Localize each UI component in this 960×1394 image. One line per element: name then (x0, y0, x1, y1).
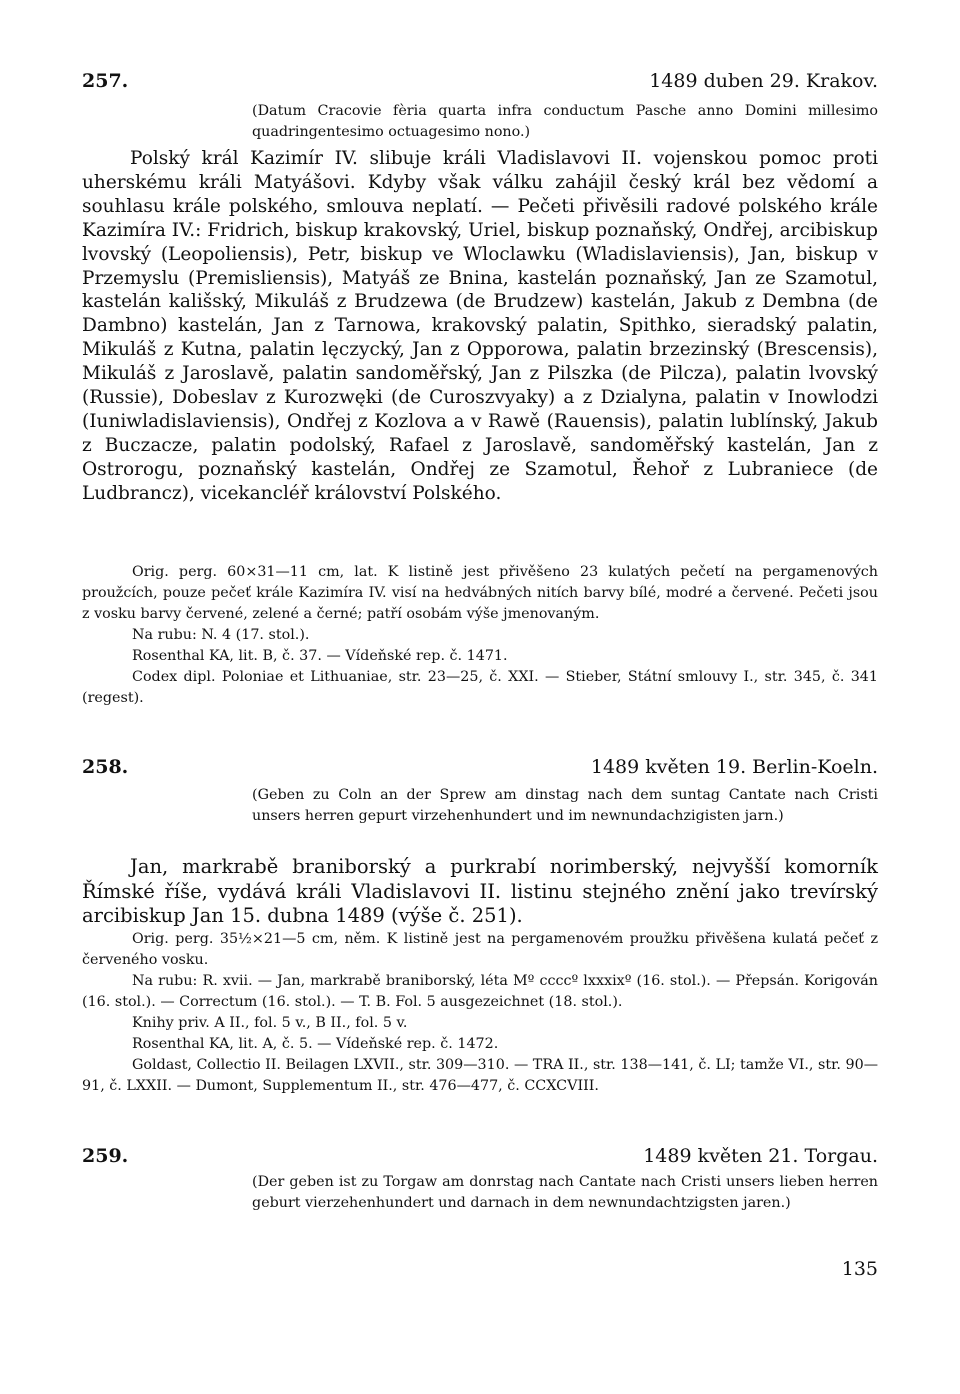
entry-number: 257. (82, 70, 129, 92)
note-literature: Codex dipl. Poloniae et Lithuaniae, str. 23—25, č. XXI. — Stieber, Státní smlouvy I., str. 345, č. 341 (regest). (82, 669, 878, 706)
entry-number: 259. (82, 1145, 129, 1167)
entry-258-heading (82, 756, 878, 786)
entry-date-place: 1489 duben 29. Krakov. (649, 70, 878, 92)
note-copybooks: Knihy priv. A II., fol. 5 v., B II., fol. 5 v. (132, 1015, 408, 1031)
entry-259-dating-clause: (Der geben ist zu Torgaw am donrstag nach Cantate nach Cristi unsers lieben herren geburt vierzehenhundert und darnach in dem newnundachtzigsten jaren.) (252, 1174, 878, 1211)
entry-259-heading (82, 1145, 878, 1175)
entry-258-notes (82, 929, 878, 1097)
note-verso: Na rubu: R. xvii. — Jan, markrabě braniborský, léta Mº ccccº lxxxixº (16. stol.). — Přepsán. Korigován (16. stol.). — Correctum (16. stol.). — T. B. Fol. 5 ausgezeichnet (18. stol.). (82, 973, 878, 1010)
note-literature: Goldast, Collectio II. Beilagen LXVII., str. 309—310. — TRA II., str. 138—141, č. LI; tamže VI., str. 90—91, č. LXXII. — Dumont, Supplementum II., str. 476—477, č. CCXCVIII. (82, 1057, 878, 1094)
entry-257-heading (82, 70, 878, 100)
entry-date-place: 1489 květen 19. Berlin-Koeln. (590, 756, 878, 778)
entry-257-notes (82, 562, 878, 709)
entry-date-place: 1489 květen 21. Torgau. (643, 1145, 878, 1167)
entry-258-dating-clause: (Geben zu Coln an der Sprew am dinstag nach dem suntag Cantate nach Cristi unsers herren gepurt virzehenhundert und im newnundachzigisten jarn.) (252, 787, 878, 824)
entry-257-dating-clause: (Datum Cracovie fèria quarta infra conductum Pasche anno Domini millesimo quadringentesimo octuagesimo nono.) (252, 103, 878, 140)
page-number: 135 (841, 1258, 878, 1280)
note-verso: Na rubu: N. 4 (17. stol.). (132, 627, 310, 643)
note-archive: Rosenthal KA, lit. A, č. 5. — Vídeňské rep. č. 1472. (132, 1036, 499, 1052)
entry-258-regest: Jan, markrabě braniborský a purkrabí norimberský, nejvyšší komorník Římské říše, vydává králi Vladislavovi II. listinu stejného znění jako trevírský arcibiskup Jan 15. dubna 1489 (výše č. 251). (82, 855, 878, 927)
entry-257-regest: Polský král Kazimír IV. slibuje králi Vladislavovi II. vojenskou pomoc proti uherskému králi Matyášovi. Kdyby však válku zahájil český král bez vědomí a souhlasu krále polského, smlouva neplatí. — Pečeti přivěsili radové polského krále Kazimíra IV.: Fridrich, biskup krakovský, Uriel, biskup poznaňský, Ondřej, arcibiskup lvovský (Leopoliensis), Petr, biskup ve Wloclawku (Wladislaviensis), Jan, biskup v Przemyslu (Premisliensis), Matyáš ze Bnina, kastelán poznaňský, Jan ze Szamotul, kastelán kališský, Mikuláš z Brudzewa (de Brudzew) kastelán, Jakub z Dembna (de Dambno) kastelán, Jan z Tarnowa, krakovský palatin, Spithko, sieradský palatin, Mikuláš z Kutna, palatin lęczycký, Jan z Opporowa, palatin brzezinský (Brescensis), Mikuláš z Jaroslavě, palatin sandoměřský, Jan z Pilszka (de Pilcza), palatin lvovský (Russie), Dobeslav z Kurozwęki (de Curoszvyaky) a z Dzialyna, palatin v Inowlodzi (Iuniwladislaviensis), Ondřej z Kozlova a v Rawě (Rauensis), palatin lublínský, Jakub z Buczacze, palatin podolský, Rafael z Jaroslavě, sandoměřský kastelán, Jan z Ostrorogu, poznaňský kastelán, Ondřej ze Szamotul, Řehoř z Lubraniece (de Ludbrancz), vicekancléř království Polského. (82, 148, 878, 504)
note-original: Orig. perg. 60×31—11 cm, lat. K listině jest přivěšeno 23 kulatých pečetí na pergamenových proužcích, pouze pečeť krále Kazimíra IV. visí na hedvábných nitích barvy bílé, modré a červené. Pečeti jsou z vosku barvy červené, zelené a černé; patří osobám výše jmenovaným. (82, 564, 878, 622)
note-original: Orig. perg. 35½×21—5 cm, něm. K listině jest na pergamenovém proužku přivěšena kulatá pečeť z červeného vosku. (82, 931, 878, 968)
entry-number: 258. (82, 756, 129, 778)
note-archive: Rosenthal KA, lit. B, č. 37. — Vídeňské rep. č. 1471. (132, 648, 508, 664)
